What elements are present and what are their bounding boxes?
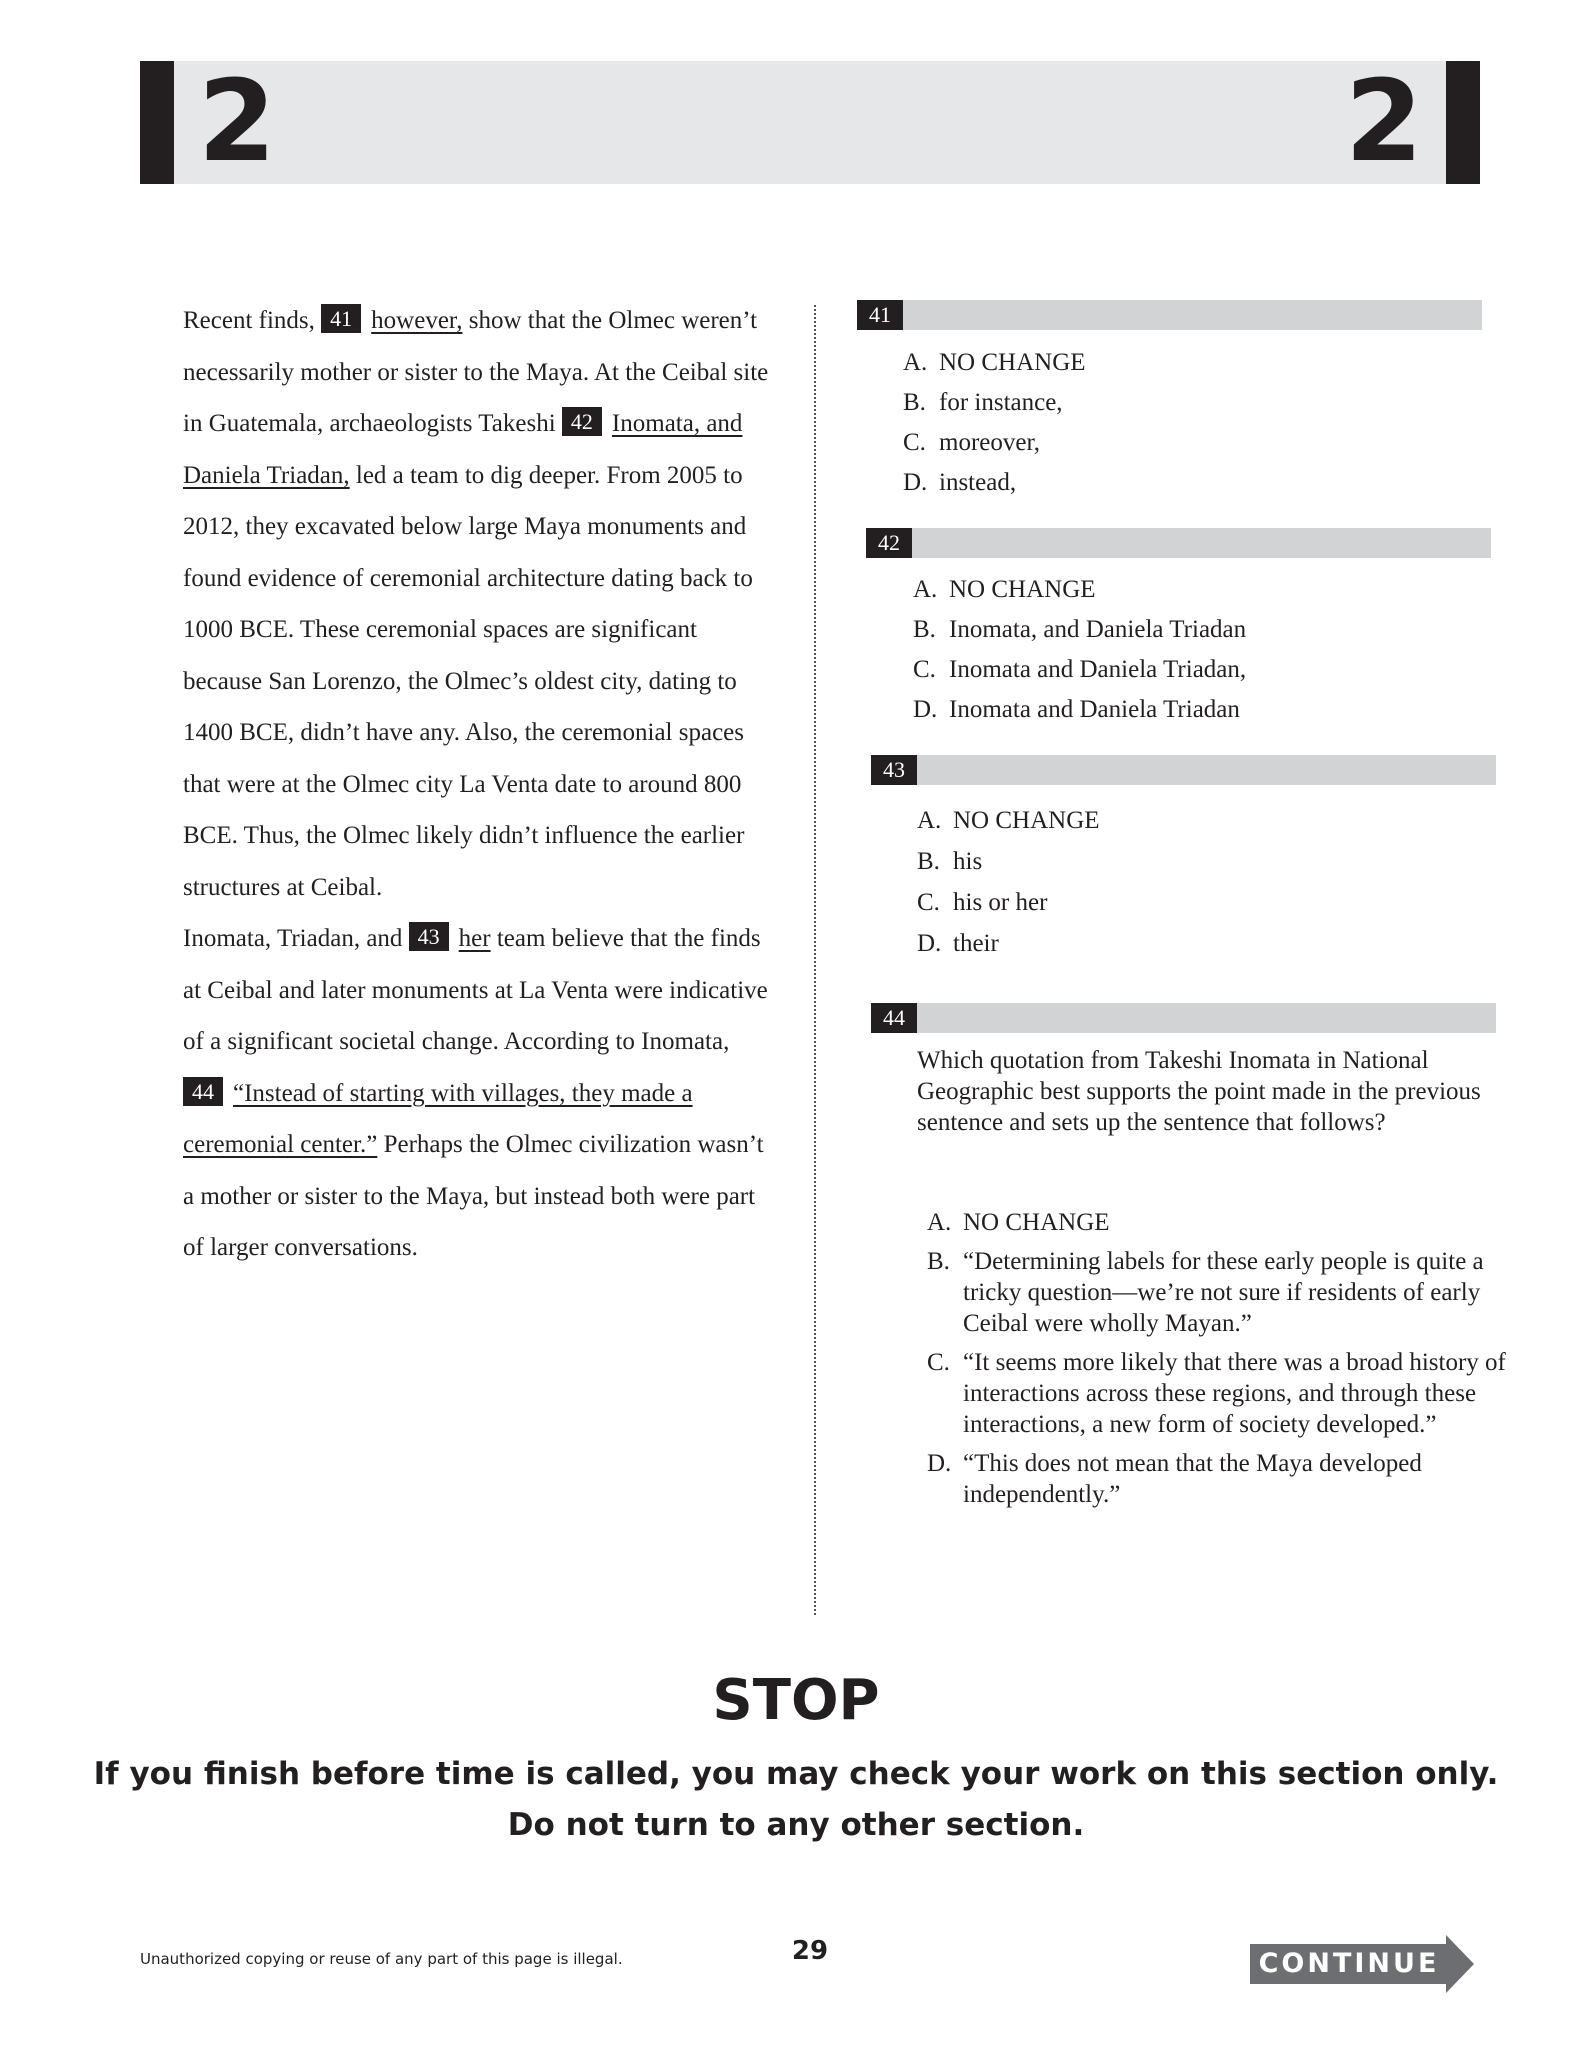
question-number-41: 41: [857, 300, 903, 330]
question-marker-43[interactable]: 43: [409, 922, 449, 951]
answer-choice[interactable]: [903, 463, 1463, 503]
answer-choice[interactable]: [913, 570, 1473, 610]
question-header-41: [857, 300, 1482, 330]
answer-choices-42: [913, 570, 1473, 730]
column-divider: [814, 305, 816, 1615]
choice-letter: A.: [917, 807, 942, 834]
choice-text: their: [953, 930, 999, 957]
stop-instruction-1: If you finish before time is called, you may check your work on this section only.: [93, 1756, 1499, 1792]
header-left-bar: [140, 61, 174, 184]
choice-letter: D.: [917, 930, 942, 957]
choice-text: “This does not mean that the Maya developed independently.”: [963, 1450, 1422, 1508]
choice-letter: A.: [913, 576, 938, 603]
passage-paragraph-2: [146, 913, 771, 1274]
passage-text: Recent finds,: [183, 307, 322, 334]
passage-text: led a team to dig deeper. From 2005 to 2012, they excavated below large Maya monuments and found evidence of ceremonial architecture dating back to 1000 BCE. These ceremonial spaces are significant because San Lorenzo, the Olmec’s oldest city, dating to 1400 BCE, didn’t have any. Also, the ceremonial spaces that were at the Olmec city La Venta date to around 800 BCE. Thus, the Olmec likely didn’t influence the earlier structures at Ceibal.: [183, 461, 753, 901]
choice-text: “Determining labels for these early people is quite a tricky question—we’re not sure if residents of early Ceibal were wholly Mayan.”: [963, 1248, 1484, 1337]
underlined-portion-42: Inomata, and Daniela Triadan,: [183, 410, 743, 489]
choice-text: for instance,: [939, 389, 1063, 416]
choice-text: “It seems more likely that there was a broad history of interactions across these regions, and through these interactions, a new form of society developed.”: [963, 1349, 1506, 1438]
choice-letter: D.: [903, 469, 928, 496]
choice-text: his or her: [953, 889, 1048, 916]
choice-text: NO CHANGE: [953, 807, 1100, 834]
choice-text: NO CHANGE: [963, 1209, 1110, 1236]
answer-choice[interactable]: [917, 923, 1477, 964]
underlined-portion-43: her: [458, 925, 491, 952]
question-marker-44[interactable]: 44: [183, 1077, 223, 1106]
passage-text: team believe that the finds at Ceibal and later monuments at La Venta were indicative of a significant societal change. According to Inomata,: [183, 925, 768, 1055]
choice-text: instead,: [939, 469, 1017, 496]
choice-text: moreover,: [939, 429, 1041, 456]
choice-letter: D.: [913, 696, 938, 723]
choice-text: Inomata and Daniela Triadan: [949, 696, 1240, 723]
answer-choice[interactable]: [917, 882, 1477, 923]
continue-label: CONTINUE: [1258, 1948, 1440, 1979]
choice-letter: C.: [917, 889, 940, 916]
answer-choice[interactable]: [917, 841, 1477, 882]
page-number: 29: [791, 1936, 829, 1966]
answer-choice[interactable]: [913, 650, 1473, 690]
underlined-portion-44: “Instead of starting with villages, they made a ceremonial center.”: [183, 1079, 693, 1158]
question-number-42: 42: [866, 528, 912, 558]
answer-choices-41: [903, 343, 1463, 503]
stop-heading: STOP: [712, 1668, 880, 1733]
passage-text: Inomata, Triadan, and: [183, 925, 409, 952]
answer-choice[interactable]: [927, 1246, 1507, 1339]
passage-text: show that the Olmec weren’t necessarily mother or sister to the Maya. At the Ceibal site in Guatemala, archaeologists Takeshi: [183, 307, 769, 437]
choice-text: NO CHANGE: [949, 576, 1096, 603]
question-header-44: [871, 1003, 1496, 1033]
passage-text: Perhaps the Olmec civilization wasn’t a mother or sister to the Maya, but instead both were part of larger conversations.: [183, 1131, 764, 1261]
reading-passage: [146, 295, 771, 1274]
answer-choice[interactable]: [903, 383, 1463, 423]
choice-letter: B.: [917, 848, 940, 875]
choice-letter: B.: [913, 616, 936, 643]
header-right-bar: [1446, 61, 1480, 184]
answer-choice[interactable]: [927, 1207, 1507, 1238]
choice-text: Inomata and Daniela Triadan,: [949, 656, 1247, 683]
question-stem-44: Which quotation from Takeshi Inomata in National Geographic best supports the point made in the previous sentence and sets up the sentence that follows?: [917, 1047, 1481, 1136]
choice-text: NO CHANGE: [939, 349, 1086, 376]
passage-paragraph-1: [146, 295, 771, 913]
answer-choice[interactable]: [927, 1448, 1507, 1510]
section-number-left: 2: [198, 57, 276, 187]
choice-letter: C.: [913, 656, 936, 683]
underlined-portion-41: however,: [371, 307, 463, 334]
choice-letter: D.: [927, 1450, 952, 1477]
copyright-notice: Unauthorized copying or reuse of any part of this page is illegal.: [140, 1950, 623, 1968]
choice-letter: C.: [903, 429, 926, 456]
question-number-43: 43: [871, 755, 917, 785]
choice-letter: C.: [927, 1349, 950, 1376]
choice-letter: A.: [927, 1209, 952, 1236]
answer-choice[interactable]: [917, 800, 1477, 841]
stop-instruction-2: Do not turn to any other section.: [507, 1807, 1085, 1843]
choice-letter: B.: [903, 389, 926, 416]
question-header-43: [871, 755, 1496, 785]
answer-choice[interactable]: [927, 1347, 1507, 1440]
answer-choice[interactable]: [913, 690, 1473, 730]
arrow-right-icon: [1446, 1935, 1474, 1993]
choice-text: his: [953, 848, 983, 875]
choice-text: Inomata, and Daniela Triadan: [949, 616, 1247, 643]
question-header-42: [866, 528, 1491, 558]
question-marker-41[interactable]: 41: [321, 304, 361, 333]
answer-choice[interactable]: [913, 610, 1473, 650]
choice-letter: B.: [927, 1248, 950, 1275]
question-marker-42[interactable]: 42: [562, 407, 602, 436]
answer-choices-44: [927, 1207, 1507, 1518]
section-number-right: 2: [1345, 57, 1423, 187]
answer-choices-43: [917, 800, 1477, 964]
section-header-band: [140, 57, 1480, 187]
answer-choice[interactable]: [903, 343, 1463, 383]
choice-letter: A.: [903, 349, 928, 376]
answer-choice[interactable]: [903, 423, 1463, 463]
question-number-44: 44: [871, 1003, 917, 1033]
continue-button[interactable]: [1250, 1935, 1482, 1987]
